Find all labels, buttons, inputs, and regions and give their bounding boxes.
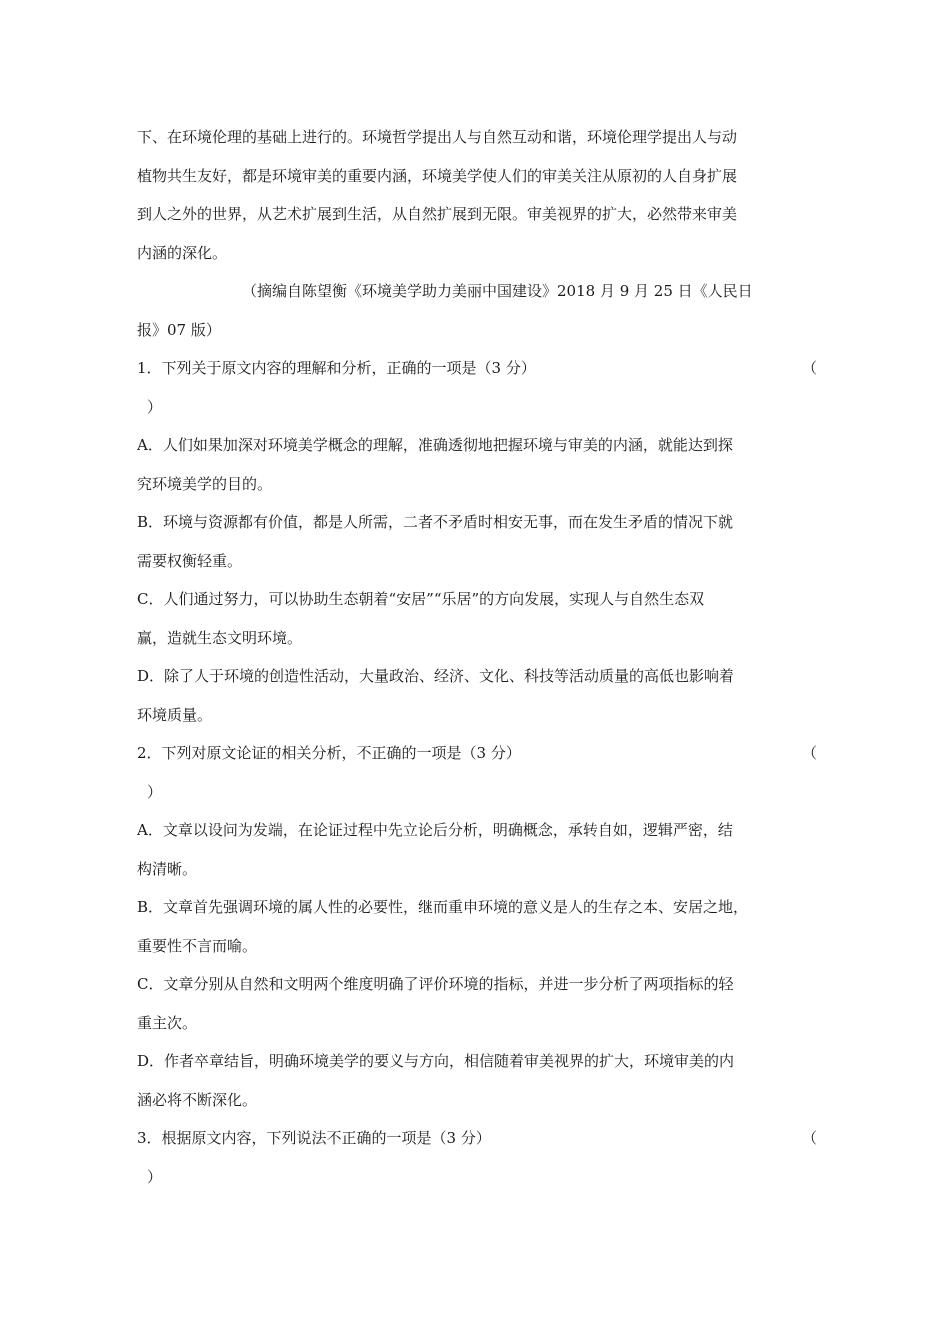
answer-paren-close: ） — [147, 782, 163, 801]
answer-paren-close: ） — [147, 397, 163, 416]
question-1-option-b: B．环境与资源都有价值，都是人所需，二者不矛盾时相安无事，而在发生矛盾的情况下就 — [137, 513, 734, 531]
answer-paren-open: （ — [801, 359, 817, 377]
question-2-option-a: A．文章以设问为发端，在论证过程中先立论后分析，明确概念，承转自如，逻辑严密，结 — [137, 821, 733, 839]
answer-paren-open: （ — [801, 744, 817, 762]
question-2-option-a-cont: 构清晰。 — [137, 859, 198, 878]
source-citation: （摘编自陈望衡《环境美学助力美丽中国建设》2018 月 9 月 25 日《人民日 — [242, 282, 753, 300]
question-1-option-b-cont: 需要权衡轻重。 — [137, 551, 243, 570]
question-2-stem-row — [137, 734, 817, 773]
question-1-option-c-cont: 赢，造就生态文明环境。 — [137, 628, 303, 647]
question-2-stem: 2．下列对原文论证的相关分析，不正确的一项是（3 分） — [137, 744, 521, 762]
question-1-option-a-cont: 究环境美学的目的。 — [137, 474, 273, 493]
passage-line: 到人之外的世界，从艺术扩展到生活，从自然扩展到无限。审美视界的扩大，必然带来审美 — [137, 205, 738, 223]
source-citation-cont: 报》07 版） — [137, 320, 221, 339]
question-2-option-b: B．文章首先强调环境的属人性的必要性，继而重申环境的意义是人的生存之本、安居之地， — [137, 898, 749, 916]
question-3-stem: 3．根据原文内容，下列说法不正确的一项是（3 分） — [137, 1129, 491, 1147]
question-3-stem-row — [137, 1119, 817, 1158]
question-1-stem: 1．下列关于原文内容的理解和分析，正确的一项是（3 分） — [137, 359, 536, 377]
passage-line: 植物共生友好，都是环境审美的重要内涵，环境美学使人们的审美关注从原初的人自身扩展 — [137, 166, 738, 185]
passage-line: 内涵的深化。 — [137, 243, 228, 262]
answer-paren-close: ） — [147, 1167, 163, 1186]
document-page — [137, 118, 817, 1196]
passage-line: 下、在环境伦理的基础上进行的。环境哲学提出人与自然互动和谐，环境伦理学提出人与动 — [137, 128, 738, 146]
question-1-option-c: C．人们通过努力，可以协助生态朝着“安居”“乐居”的方向发展，实现人与自然生态双 — [137, 590, 705, 608]
question-2-option-c-cont: 重主次。 — [137, 1013, 198, 1032]
question-1-option-d-cont: 环境质量。 — [137, 705, 213, 724]
question-1-option-d: D．除了人于环境的创造性活动，大量政治、经济、文化、科技等活动质量的高低也影响着 — [137, 667, 735, 685]
question-2-option-b-cont: 重要性不言而喻。 — [137, 936, 258, 955]
answer-paren-open: （ — [801, 1129, 817, 1147]
question-2-option-d-cont: 涵必将不断深化。 — [137, 1090, 258, 1109]
question-1-stem-row — [137, 349, 817, 388]
question-1-option-a: A．人们如果加深对环境美学概念的理解，准确透彻地把握环境与审美的内涵，就能达到探 — [137, 436, 733, 454]
question-2-option-c: C．文章分别从自然和文明两个维度明确了评价环境的指标，并进一步分析了两项指标的轻 — [137, 975, 734, 993]
question-2-option-d: D．作者卒章结旨，明确环境美学的要义与方向，相信随着审美视界的扩大，环境审美的内 — [137, 1052, 735, 1070]
